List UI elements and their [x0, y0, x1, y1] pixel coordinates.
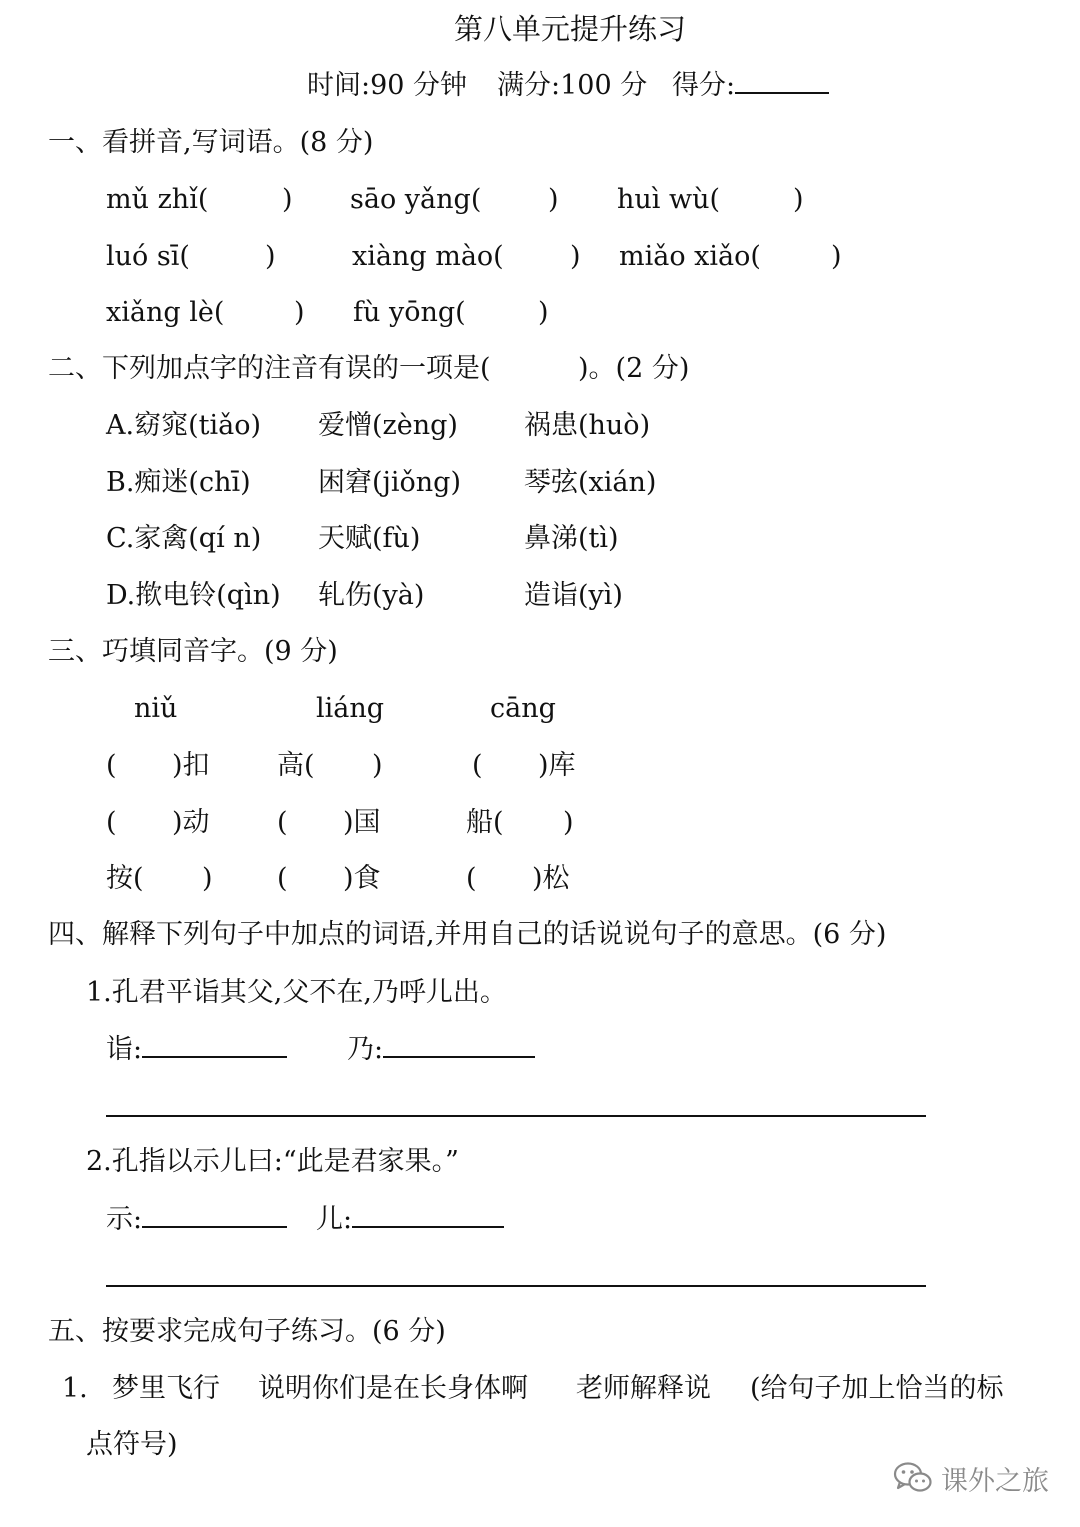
answer-blank[interactable] — [142, 1204, 287, 1228]
fill-open[interactable]: 高( — [277, 750, 315, 781]
pinyin-item: miǎo xiǎo( — [619, 241, 761, 272]
score-label-text: 得分: — [672, 70, 736, 101]
score-blank[interactable] — [735, 70, 829, 94]
pinyin-item: sāo yǎng( — [350, 184, 482, 215]
score-label — [672, 69, 829, 103]
answer-close-paren[interactable]: ) — [294, 297, 305, 328]
option-c-word2: 天赋(fù) — [318, 523, 421, 554]
watermark — [893, 1458, 1049, 1498]
answer-close-paren[interactable]: ) — [548, 184, 559, 215]
pinyin-item: xiàng mào( — [352, 241, 504, 272]
sentence-part: 梦里飞行 — [112, 1373, 220, 1404]
fill-close: )动 — [172, 807, 210, 838]
fill-open[interactable]: ( — [466, 863, 477, 894]
fill-open[interactable]: 船( — [466, 807, 504, 838]
pinyin-liang: liáng — [316, 693, 385, 724]
label-text: 儿: — [316, 1204, 353, 1235]
option-d-word3: 造诣(yì) — [524, 580, 623, 611]
answer-close-paren[interactable]: ) — [793, 184, 804, 215]
question-4-1: 1.孔君平诣其父,父不在,乃呼儿出。 — [86, 977, 507, 1008]
option-c-word1[interactable]: C.家禽(qí n) — [106, 523, 262, 554]
instruction-text-cont: 点符号) — [86, 1429, 178, 1460]
answer-close-paren[interactable]: ) — [831, 241, 842, 272]
sentence-part: 说明你们是在长身体啊 — [258, 1373, 528, 1404]
instruction-text: (给句子加上恰当的标 — [750, 1373, 1004, 1404]
pinyin-cang: cāng — [490, 693, 556, 724]
fill-open[interactable]: ( — [472, 750, 483, 781]
answer-close-paren[interactable]: ) — [570, 241, 581, 272]
option-a-word1[interactable]: A.窈窕(tiǎo) — [106, 410, 261, 441]
answer-label-yi — [106, 1033, 287, 1067]
question-5-1-number: 1. — [62, 1373, 88, 1404]
label-text: 诣: — [106, 1034, 143, 1065]
option-d-word1[interactable]: D.揿电铃(qìn) — [106, 580, 281, 611]
fill-open[interactable]: 按( — [106, 863, 144, 894]
pinyin-item: luó sī( — [106, 241, 190, 272]
pinyin-item: mǔ zhǐ( — [106, 184, 209, 215]
fill-close: ) — [202, 863, 213, 894]
fill-close: )库 — [538, 750, 576, 781]
option-a-word2: 爱憎(zèng) — [318, 410, 458, 441]
answer-blank[interactable] — [352, 1204, 504, 1228]
option-c-word3: 鼻涕(tì) — [524, 523, 619, 554]
fill-close: )国 — [343, 807, 381, 838]
fill-close: )松 — [532, 863, 570, 894]
answer-close-paren[interactable]: ) — [282, 184, 293, 215]
section1-heading: 一、看拼音,写词语。(8 分) — [48, 127, 374, 158]
fill-close: )食 — [343, 863, 381, 894]
pinyin-item: fù yōng( — [353, 297, 466, 328]
pinyin-item: huì wù( — [617, 184, 721, 215]
option-b-word2: 困窘(jiǒng) — [318, 467, 462, 498]
answer-blank[interactable] — [383, 1034, 535, 1058]
option-b-word1[interactable]: B.痴迷(chī) — [106, 467, 251, 498]
question-4-2: 2.孔指以示儿曰:“此是君家果。” — [86, 1146, 459, 1177]
label-text: 乃: — [347, 1034, 384, 1065]
answer-close-paren[interactable]: ) — [265, 241, 276, 272]
page-title: 第八单元提升练习 — [454, 12, 687, 46]
full-score-label: 满分:100 分 — [497, 70, 648, 101]
section2-heading: 二、下列加点字的注音有误的一项是( — [48, 353, 491, 384]
time-label: 时间:90 分钟 — [307, 70, 468, 101]
answer-line[interactable] — [106, 1285, 926, 1287]
section4-heading: 四、解释下列句子中加点的词语,并用自己的话说说句子的意思。(6 分) — [48, 919, 887, 950]
answer-label-shi — [106, 1203, 287, 1237]
fill-open[interactable]: ( — [277, 807, 288, 838]
fill-open[interactable]: ( — [277, 863, 288, 894]
pinyin-item: xiǎng lè( — [106, 297, 225, 328]
sentence-part: 老师解释说 — [576, 1373, 711, 1404]
label-text: 示: — [106, 1204, 143, 1235]
answer-line[interactable] — [106, 1115, 926, 1117]
answer-close-paren[interactable]: ) — [538, 297, 549, 328]
watermark-text: 课外之旅 — [941, 1465, 1049, 1497]
fill-close: )扣 — [172, 750, 210, 781]
answer-label-er — [316, 1203, 504, 1237]
fill-close: ) — [563, 807, 574, 838]
option-d-word2: 轧伤(yà) — [318, 580, 425, 611]
option-b-word3: 琴弦(xián) — [524, 467, 657, 498]
section2-heading-end: )。(2 分) — [578, 353, 690, 384]
fill-open[interactable]: ( — [106, 750, 117, 781]
section3-heading: 三、巧填同音字。(9 分) — [48, 636, 338, 667]
answer-blank[interactable] — [142, 1034, 287, 1058]
wechat-icon — [893, 1461, 933, 1495]
section5-heading: 五、按要求完成句子练习。(6 分) — [48, 1316, 446, 1347]
option-a-word3: 祸患(huò) — [524, 410, 651, 441]
fill-open[interactable]: ( — [106, 807, 117, 838]
fill-close: ) — [372, 750, 383, 781]
answer-label-nai — [347, 1033, 535, 1067]
pinyin-niu: niǔ — [134, 693, 178, 724]
